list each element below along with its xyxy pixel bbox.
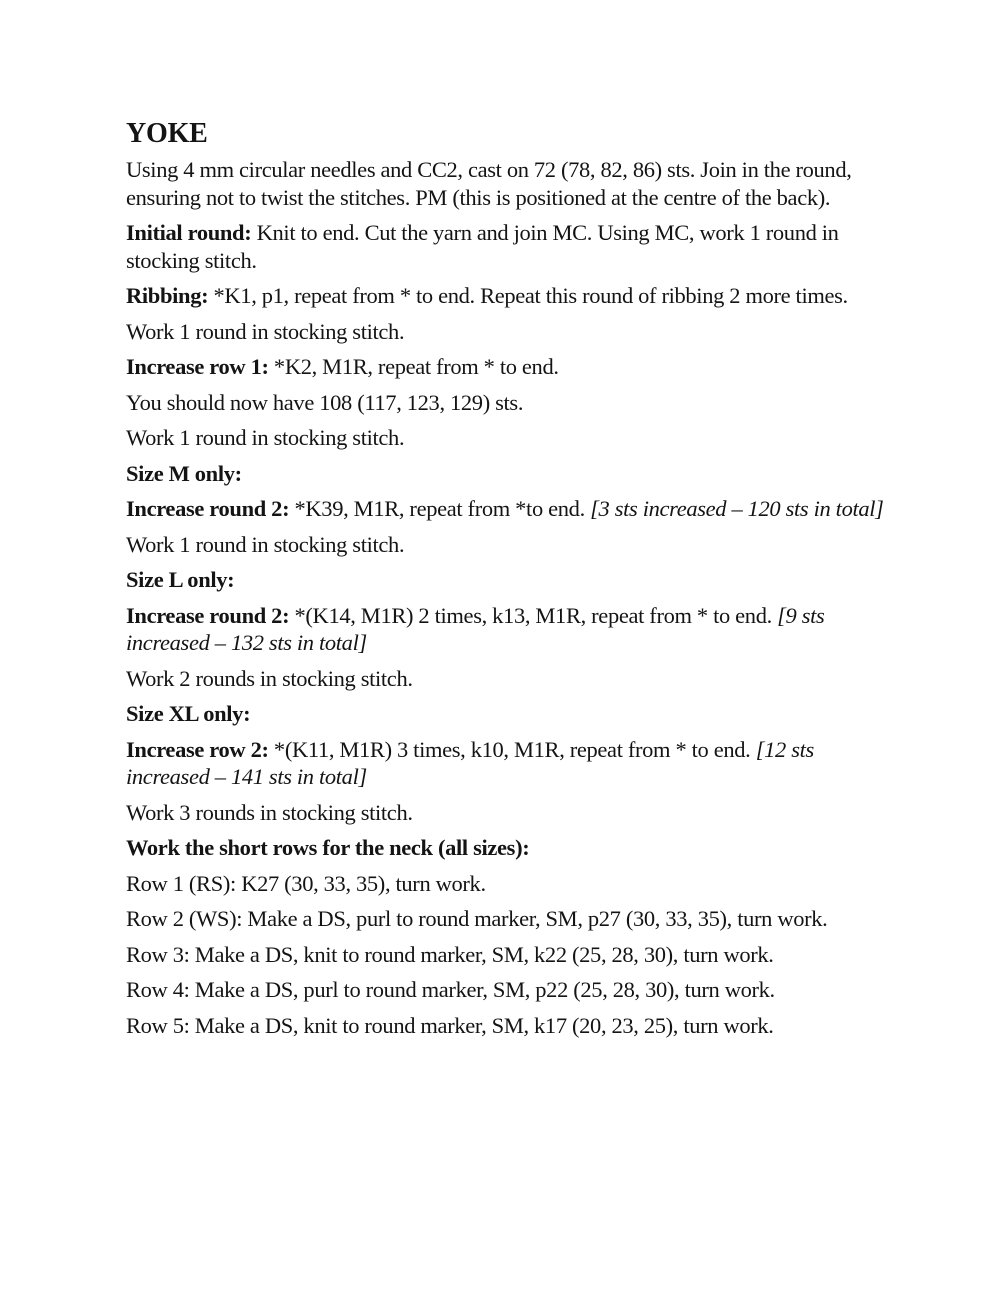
ribbing-paragraph bbox=[126, 282, 886, 310]
increase-row-1-paragraph bbox=[126, 353, 886, 381]
short-row-2: Row 2 (WS): Make a DS, purl to round marker, SM, p27 (30, 33, 35), turn work. bbox=[126, 906, 828, 931]
short-row-4: Row 4: Make a DS, purl to round marker, SM, p22 (25, 28, 30), turn work. bbox=[126, 977, 775, 1002]
document-page bbox=[126, 117, 886, 1047]
size-l-increase-text: *(K14, M1R) 2 times, k13, M1R, repeat from * to end. bbox=[289, 602, 778, 628]
short-row-5: Row 5: Make a DS, knit to round marker, SM, k17 (20, 23, 25), turn work. bbox=[126, 1012, 774, 1038]
size-l-work-paragraph: Work 2 rounds in stocking stitch. bbox=[126, 665, 413, 691]
size-m-increase-paragraph bbox=[126, 495, 886, 523]
initial-round-text: Knit to end. Cut the yarn and join MC. Using MC, work 1 round in stocking stitch. bbox=[126, 220, 839, 273]
size-xl-increase-note: [12 sts increased – 141 sts in total] bbox=[126, 736, 814, 789]
size-xl-increase-paragraph bbox=[126, 736, 886, 791]
short-row-1: Row 1 (RS): K27 (30, 33, 35), turn work. bbox=[126, 870, 486, 896]
size-l-increase-note: [9 sts increased – 132 sts in total] bbox=[126, 602, 825, 655]
increase-row-1-text: *K2, M1R, repeat from * to end. bbox=[268, 354, 559, 379]
size-xl-increase-label: Increase row 2: bbox=[126, 736, 269, 762]
ribbing-text: *K1, p1, repeat from * to end. Repeat this round of ribbing 2 more times. bbox=[208, 283, 848, 308]
short-rows-heading: Work the short rows for the neck (all sizes): bbox=[126, 835, 530, 860]
size-l-increase-label: Increase round 2: bbox=[126, 602, 290, 628]
work-round-paragraph: Work 1 round in stocking stitch. bbox=[126, 318, 405, 344]
short-row-3: Row 3: Make a DS, knit to round marker, SM, k22 (25, 28, 30), turn work. bbox=[126, 941, 774, 967]
size-m-increase-note: [3 sts increased – 120 sts in total] bbox=[590, 496, 884, 521]
size-l-increase-paragraph bbox=[126, 602, 886, 657]
size-m-work-paragraph: Work 1 round in stocking stitch. bbox=[126, 531, 405, 557]
size-m-increase-text: *K39, M1R, repeat from *to end. bbox=[289, 496, 591, 521]
size-xl-work-paragraph: Work 3 rounds in stocking stitch. bbox=[126, 799, 413, 825]
intro-paragraph: Using 4 mm circular needles and CC2, cast on 72 (78, 82, 86) sts. Join in the round, ensuring not to twist the stitches. PM (this is positioned at the centre of the back). bbox=[126, 157, 852, 210]
size-m-increase-label: Increase round 2: bbox=[126, 496, 290, 521]
increase-row-1-label: Increase row 1: bbox=[126, 354, 269, 379]
ribbing-label: Ribbing: bbox=[126, 283, 209, 308]
size-l-heading: Size L only: bbox=[126, 567, 235, 592]
initial-round-label: Initial round: bbox=[126, 220, 252, 245]
size-xl-increase-text: *(K11, M1R) 3 times, k10, M1R, repeat from * to end. bbox=[268, 736, 756, 762]
work-round-paragraph-2: Work 1 round in stocking stitch. bbox=[126, 425, 405, 450]
size-m-heading: Size M only: bbox=[126, 460, 242, 486]
initial-round-paragraph bbox=[126, 219, 886, 274]
size-xl-heading: Size XL only: bbox=[126, 701, 251, 726]
stitch-count-paragraph: You should now have 108 (117, 123, 129) sts. bbox=[126, 389, 524, 415]
section-title: YOKE bbox=[126, 118, 208, 149]
